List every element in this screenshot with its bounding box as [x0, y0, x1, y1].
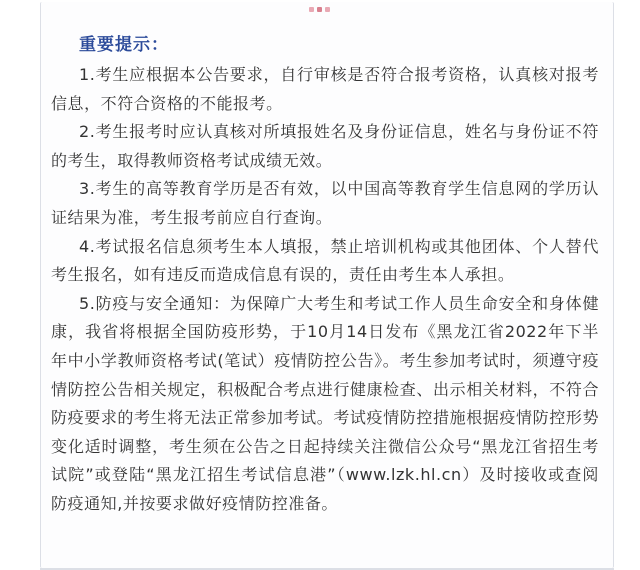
- notice-item-5: 5.防疫与安全通知：为保障广大考生和考试工作人员生命安全和身体健康，我省将根据全国防疫形势，于10月14日发布《黑龙江省2022年下半年中小学教师资格考试(笔试）疫情防控公告》。考生参加考试时，须遵守疫情防控公告相关规定，积极配合考点进行健康检查、出示相关材料，不符合防疫要求的考生将无法正常参加考试。考试疫情防控措施根据疫情防控形势变化适时调整，考生须在公告之日起持续关注微信公众号“黑龙江省招生考试院”或登陆“黑龙江招生考试信息港”（www.lzk.hl.cn）及时接收或查阅防疫通知,并按要求做好疫情防控准备。: [51, 293, 599, 513]
- notice-item-2: 2.考生报考时应认真核对所填报姓名及身份证信息，姓名与身份证不符的考生，取得教师资格考试成绩无效。: [51, 122, 599, 170]
- decorative-dots: [309, 7, 330, 12]
- notice-item-1: 1.考生应根据本公告要求，自行审核是否符合报考资格，认真核对报考信息，不符合资格的不能报考。: [51, 65, 599, 113]
- notice-item-4: 4.考试报名信息须考生本人填报，禁止培训机构或其他团体、个人替代考生报名，如有违反而造成信息有误的，责任由考生本人承担。: [51, 236, 599, 285]
- dot-1: [309, 7, 314, 12]
- notice-list: [51, 61, 599, 519]
- notice-title: 重要提示：: [79, 35, 169, 55]
- dot-2: [317, 7, 322, 12]
- notice-item-3: 3.考生的高等教育学历是否有效，以中国高等教育学生信息网的学历认证结果为准，考生报考前应自行查询。: [51, 179, 599, 227]
- dot-3: [325, 7, 330, 12]
